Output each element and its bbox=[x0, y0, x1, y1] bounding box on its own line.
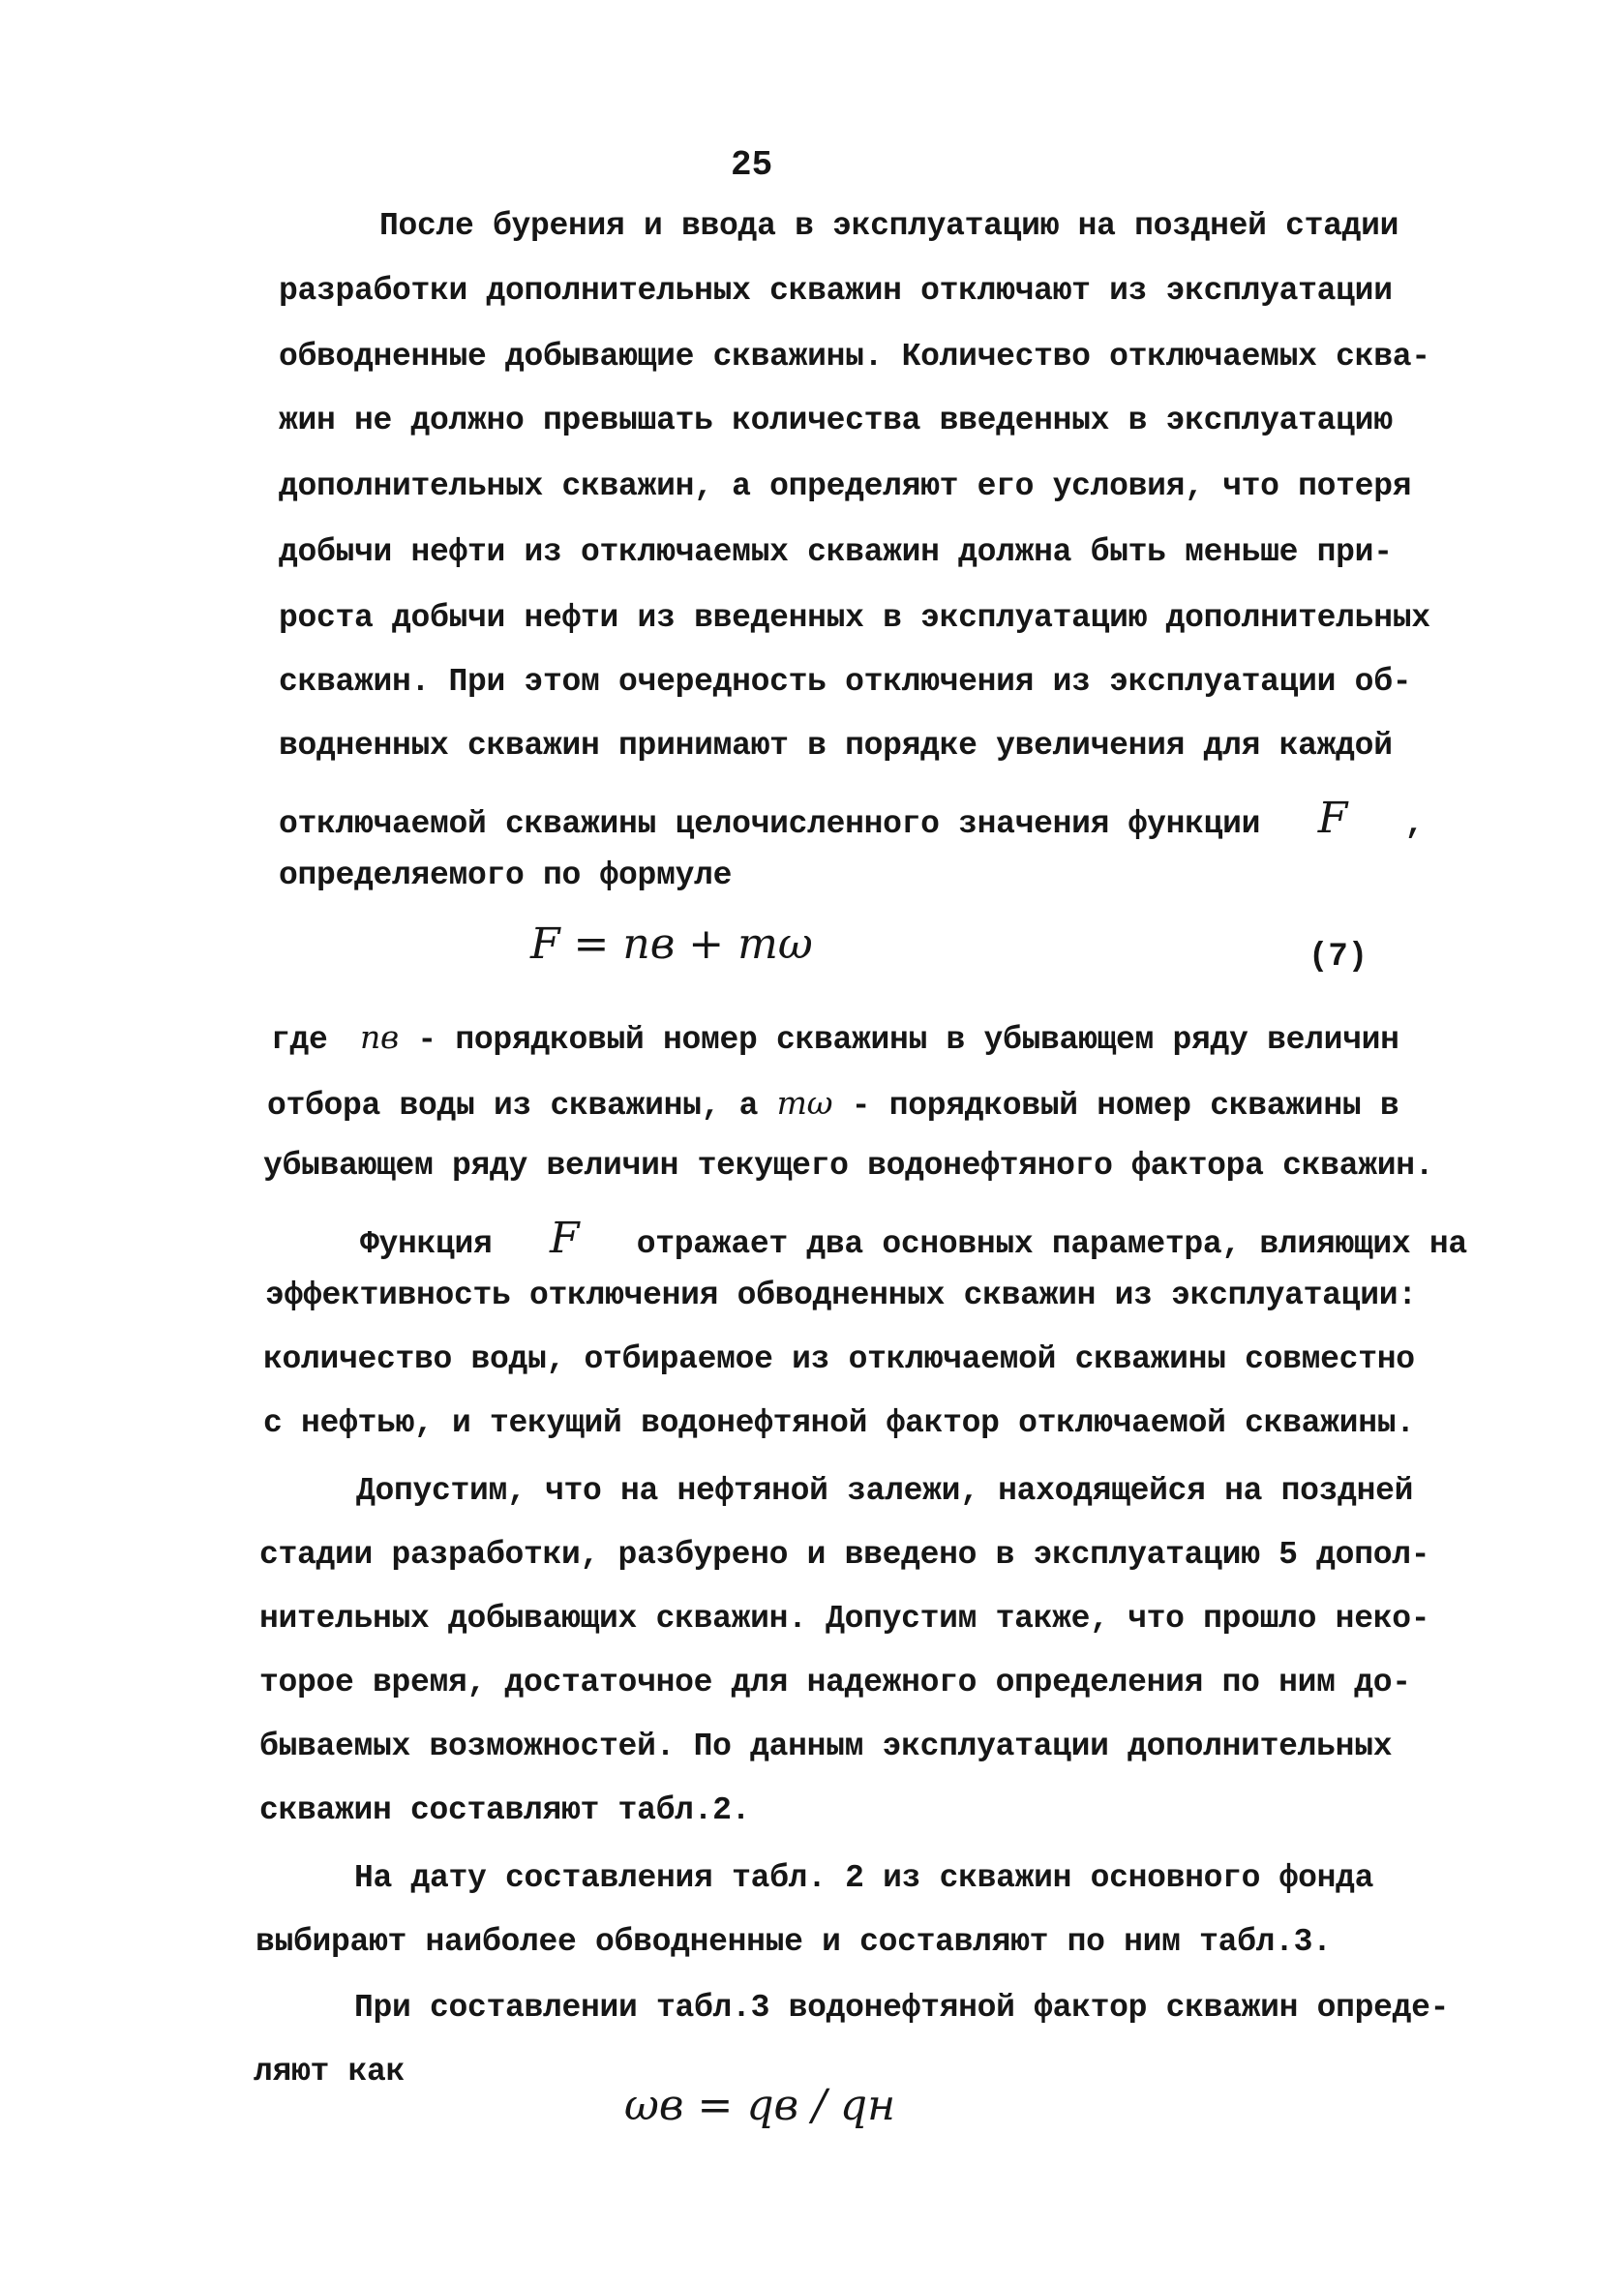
paragraph-line: с нефтью, и текущий водонефтяной фактор отключаемой скважины. bbox=[263, 1405, 1415, 1441]
paragraph-line: стадии разработки, разбурено и введено в эксплуатацию 5 допол- bbox=[259, 1537, 1430, 1573]
paragraph-line: скважин составляют табл.2. bbox=[259, 1792, 751, 1828]
paragraph-line bbox=[279, 794, 1424, 843]
paragraph-line bbox=[360, 1214, 1467, 1263]
comma: , bbox=[1404, 806, 1424, 842]
paragraph-line: На дату составления табл. 2 из скважин основного фонда bbox=[354, 1860, 1374, 1896]
paragraph-text: отключаемой скважины целочисленного значения функции bbox=[279, 806, 1261, 842]
where-text: - порядковый номер скважины в убывающем ряду величин bbox=[417, 1022, 1399, 1058]
equation-number: (7) bbox=[1308, 939, 1368, 976]
paragraph-line: После бурения и ввода в эксплуатацию на поздней стадии bbox=[379, 208, 1399, 244]
paragraph-line: водненных скважин принимают в порядке увеличения для каждой bbox=[279, 728, 1393, 764]
paragraph-line: жин не должно превышать количества введенных в эксплуатацию bbox=[279, 403, 1393, 438]
where-prefix: где bbox=[271, 1022, 328, 1058]
paragraph-line: количество воды, отбираемое из отключаемой скважины совместно bbox=[263, 1341, 1415, 1377]
paragraph-line: бываемых возможностей. По данным эксплуатации дополнительных bbox=[259, 1729, 1393, 1764]
paragraph-line: эффективность отключения обводненных скважин из эксплуатации: bbox=[265, 1278, 1417, 1313]
paragraph-line: добычи нефти из отключаемых скважин должна быть меньше при- bbox=[279, 534, 1393, 570]
where-line: убывающем ряду величин текущего водонефтяного фактора скважин. bbox=[263, 1148, 1434, 1184]
paragraph-line: обводненные добывающие скважины. Количество отключаемых сква- bbox=[279, 339, 1430, 375]
where-line bbox=[271, 1018, 1399, 1058]
page-number: 25 bbox=[731, 145, 773, 185]
function-symbol: F bbox=[550, 1214, 580, 1263]
paragraph-text: Функция bbox=[360, 1226, 493, 1262]
symbol-nv: nв bbox=[360, 1018, 399, 1056]
where-line bbox=[267, 1084, 1398, 1124]
formula-water-oil-factor: ωв = qв / qн bbox=[624, 2081, 896, 2130]
where-text: - порядковый номер скважины в bbox=[851, 1088, 1399, 1124]
formula-7: F = nв + mω bbox=[530, 919, 813, 969]
paragraph-line: роста добычи нефти из введенных в эксплуатацию дополнительных bbox=[279, 600, 1430, 636]
function-symbol: F bbox=[1317, 794, 1347, 843]
paragraph-line: выбирают наиболее обводненные и составляют по ним табл.3. bbox=[256, 1924, 1332, 1960]
paragraph-line: При составлении табл.3 водонефтяной фактор скважин опреде- bbox=[354, 1990, 1450, 2026]
paragraph-line: дополнительных скважин, а определяют его условия, что потеря bbox=[279, 468, 1412, 504]
paragraph-line: нительных добывающих скважин. Допустим также, что прошло неко- bbox=[259, 1601, 1430, 1637]
paragraph-line: Допустим, что на нефтяной залежи, находящейся на поздней bbox=[356, 1473, 1414, 1509]
paragraph-line: ляют как bbox=[254, 2054, 406, 2090]
paragraph-line: определяемого по формуле bbox=[279, 857, 733, 893]
paragraph-line: торое время, достаточное для надежного определения по ним до- bbox=[259, 1665, 1411, 1700]
paragraph-line: разработки дополнительных скважин отключают из эксплуатации bbox=[279, 273, 1393, 309]
symbol-mw: mω bbox=[776, 1084, 833, 1122]
paragraph-text: отражает два основных параметра, влияющих на bbox=[636, 1226, 1467, 1262]
paragraph-line: скважин. При этом очередность отключения из эксплуатации об- bbox=[279, 664, 1412, 700]
where-text: отбора воды из скважины, а bbox=[267, 1088, 759, 1124]
